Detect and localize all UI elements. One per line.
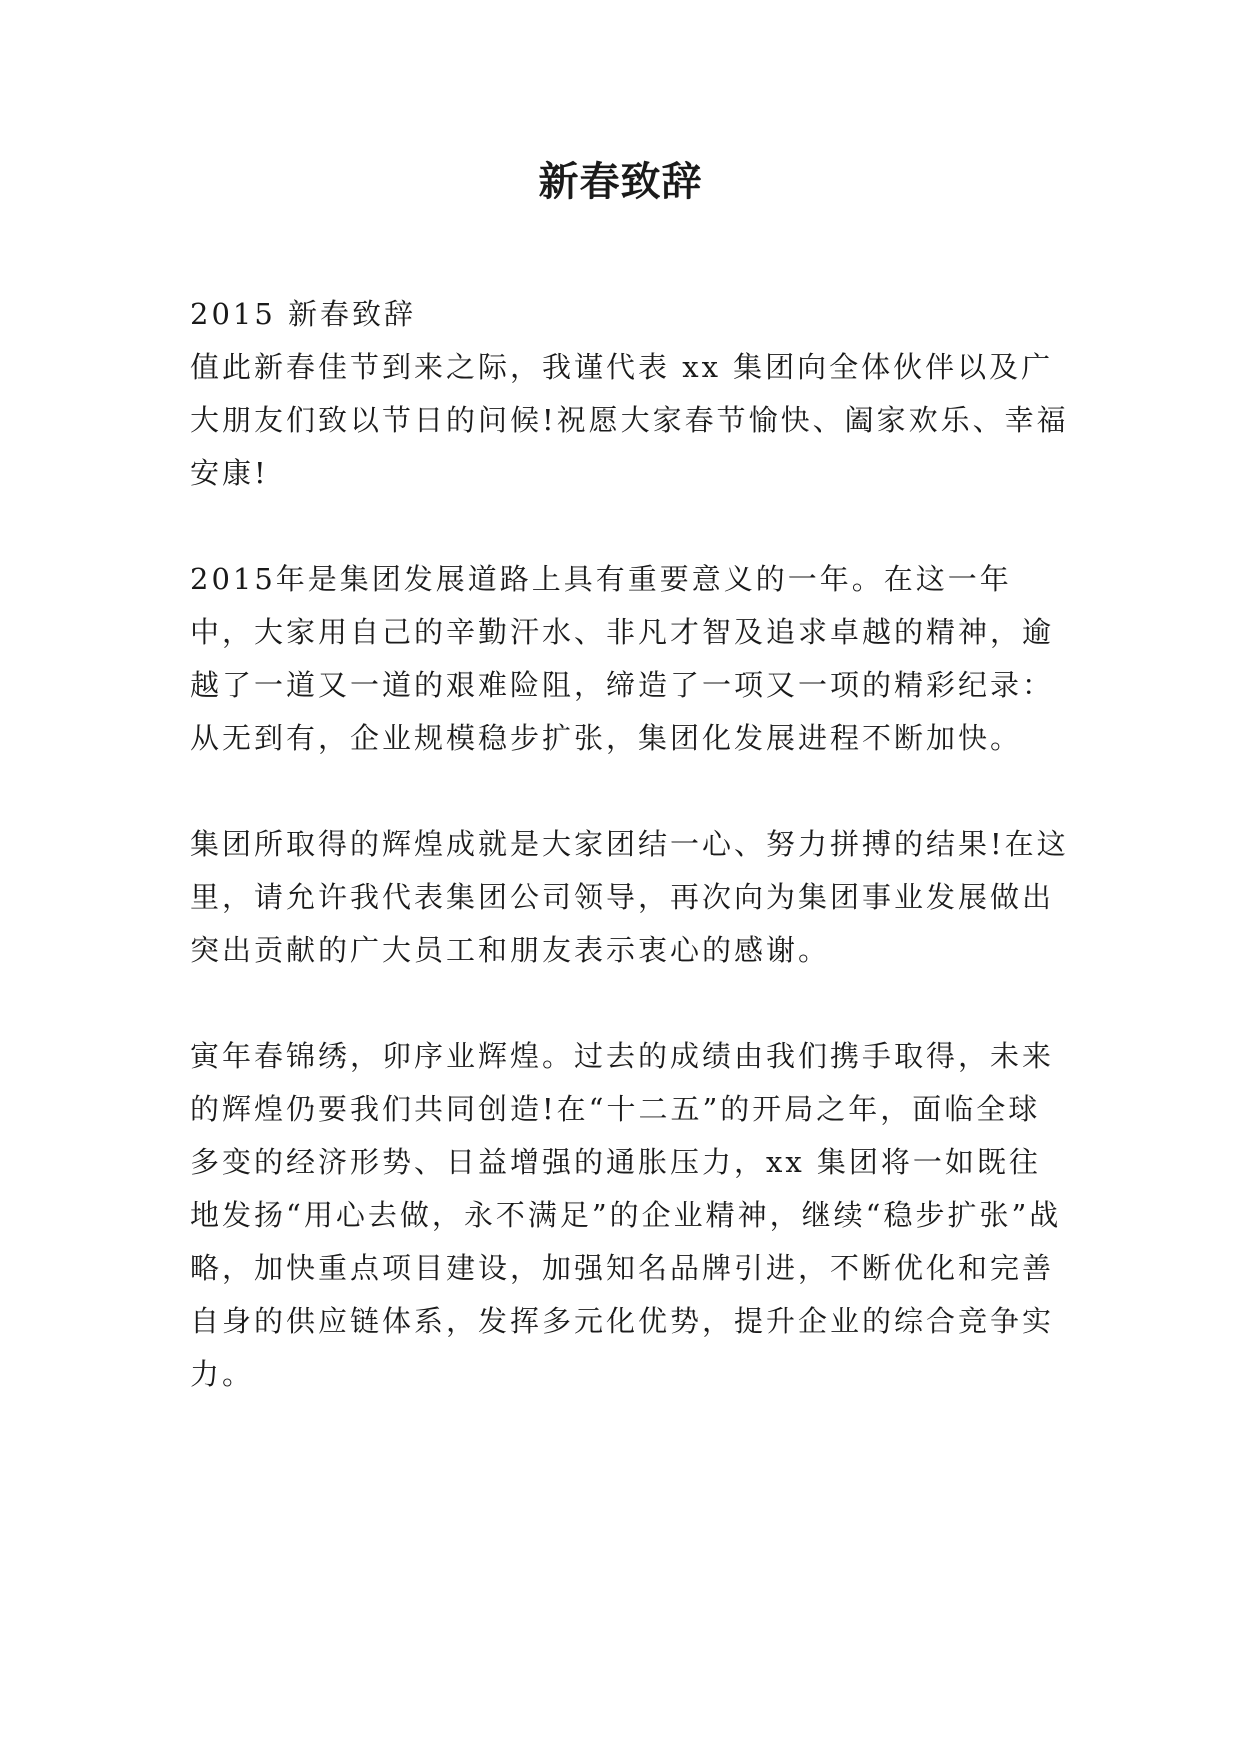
paragraph-review: 2015年是集团发展道路上具有重要意义的一年。在这一年中，大家用自己的辛勤汗水、非凡才智及追求卓越的精神，逾越了一道又一道的艰难险阻，缔造了一项又一项的精彩纪录：从无到有，企业规模稳步扩张，集团化发展进程不断加快。 [190, 562, 1055, 755]
paragraph-outlook: 寅年春锦绣，卯序业辉煌。过去的成绩由我们携手取得，未来的辉煌仍要我们共同创造!在“十二五”的开局之年，面临全球多变的经济形势、日益增强的通胀压力，xx 集团将一如既往地发扬“用心去做，永不满足”的企业精神，继续“稳步扩张”战略，加快重点项目建设，加强知名品牌引进，不断优化和完善自身的供应链体系，发挥多元化优势，提升企业的综合竞争实力。 [190, 1039, 1062, 1391]
paragraph-thanks: 集团所取得的辉煌成就是大家团结一心、努力拼搏的结果!在这里，请允许我代表集团公司领导，再次向为集团事业发展做出突出贡献的广大员工和朋友表示衷心的感谢。 [190, 827, 1069, 967]
paragraph-greeting: 值此新春佳节到来之际，我谨代表 xx 集团向全体伙伴以及广大朋友们致以节日的问候!祝愿大家春节愉快、阖家欢乐、幸福安康! [190, 350, 1069, 490]
document-body [190, 288, 1070, 1454]
document-subtitle: 2015 新春致辞 [190, 297, 417, 331]
document-title: 新春致辞 [538, 158, 703, 205]
